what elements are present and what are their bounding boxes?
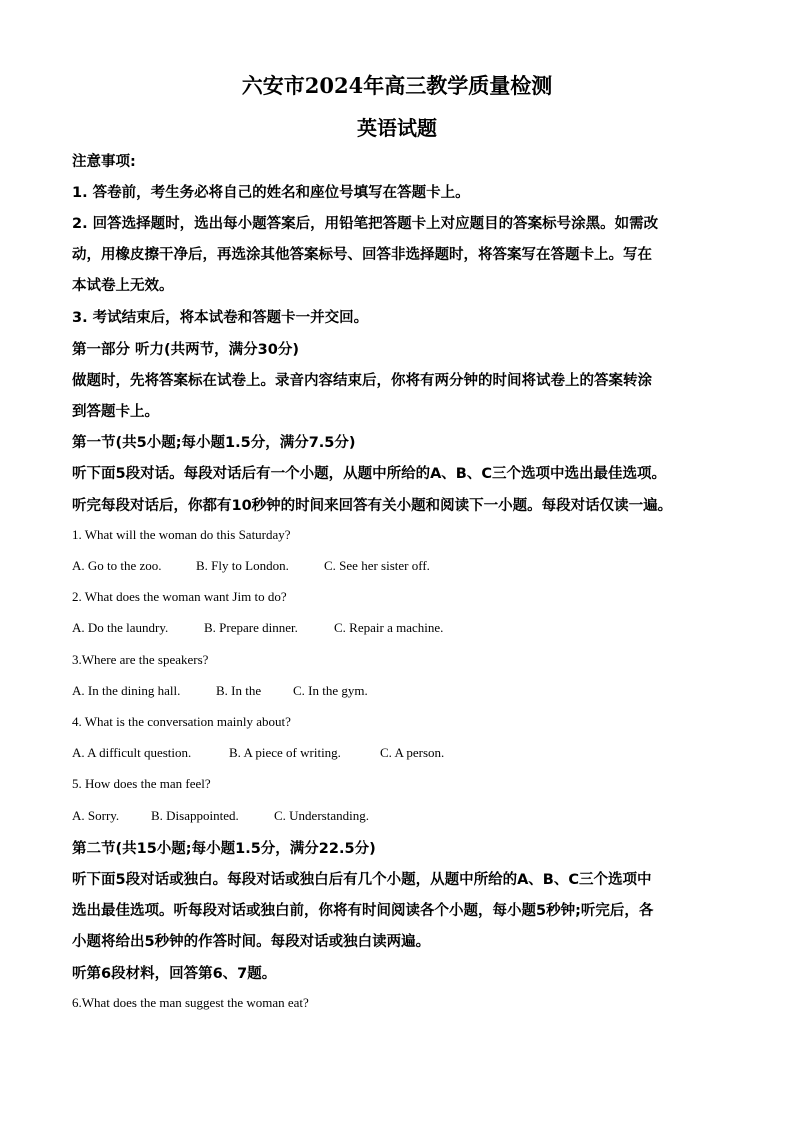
notes-heading: 注意事项: bbox=[72, 154, 136, 170]
question-2-options bbox=[72, 620, 443, 636]
note-2-line-2: 动，用橡皮擦干净后，再选涂其他答案标号、回答非选择题时，将答案写在答题卡上。写在 bbox=[72, 247, 652, 263]
question-3: 3.Where are the speakers? bbox=[72, 652, 209, 667]
option-a: A. A difficult question. bbox=[72, 745, 192, 760]
option-b: B. A piece of writing. bbox=[229, 745, 341, 760]
exam-subtitle: 英语试题 bbox=[357, 116, 437, 140]
option-c: C. In the gym. bbox=[293, 683, 368, 698]
section1-intro-line-2: 听完每段对话后，你都有10秒钟的时间来回答有关小题和阅读下一小题。每段对话仅读一遍。 bbox=[72, 498, 673, 514]
section1-intro-line-1: 听下面5段对话。每段对话后有一个小题，从题中所给的A、B、C三个选项中选出最佳选项。 bbox=[72, 466, 667, 482]
option-b: B. Fly to London. bbox=[196, 558, 289, 573]
option-c: C. Understanding. bbox=[274, 808, 369, 823]
option-c: C. Repair a machine. bbox=[334, 620, 444, 635]
question-1-options bbox=[72, 558, 430, 574]
part1-heading: 第一部分 听力(共两节，满分30分) bbox=[72, 342, 299, 358]
note-3: 3. 考试结束后，将本试卷和答题卡一并交回。 bbox=[72, 310, 369, 326]
question-5-options bbox=[72, 808, 369, 824]
question-6: 6.What does the man suggest the woman eat? bbox=[72, 995, 309, 1010]
section2-heading: 第二节(共15小题;每小题1.5分，满分22.5分) bbox=[72, 841, 376, 857]
note-2-line-1: 2. 回答选择题时，选出每小题答案后，用铅笔把答题卡上对应题目的答案标号涂黑。如需改 bbox=[72, 216, 659, 232]
option-a: A. Sorry. bbox=[72, 808, 120, 823]
question-4-options bbox=[72, 745, 444, 761]
material-6-heading: 听第6段材料，回答第6、7题。 bbox=[72, 966, 277, 982]
option-a: A. In the dining hall. bbox=[72, 683, 181, 698]
option-a: A. Do the laundry. bbox=[72, 620, 169, 635]
option-c: C. A person. bbox=[380, 745, 445, 760]
option-b: B. Disappointed. bbox=[151, 808, 239, 823]
section2-intro-line-1: 听下面5段对话或独白。每段对话或独白后有几个小题，从题中所给的A、B、C三个选项中 bbox=[72, 872, 652, 888]
option-a: A. Go to the zoo. bbox=[72, 558, 162, 573]
option-c: C. See her sister off. bbox=[324, 558, 430, 573]
section2-intro-line-2: 选出最佳选项。听每段对话或独白前，你将有时间阅读各个小题，每小题5秒钟;听完后，各 bbox=[72, 903, 654, 919]
part1-intro-line-2: 到答题卡上。 bbox=[72, 404, 159, 420]
option-b: B. Prepare dinner. bbox=[204, 620, 298, 635]
note-1: 1. 答卷前，考生务必将自己的姓名和座位号填写在答题卡上。 bbox=[72, 185, 470, 201]
question-4: 4. What is the conversation mainly about? bbox=[72, 714, 291, 729]
question-2: 2. What does the woman want Jim to do? bbox=[72, 589, 287, 604]
question-3-options bbox=[72, 683, 368, 699]
section2-intro-line-3: 小题将给出5秒钟的作答时间。每段对话或独白读两遍。 bbox=[72, 934, 431, 950]
question-1: 1. What will the woman do this Saturday? bbox=[72, 527, 291, 542]
part1-intro-line-1: 做题时，先将答案标在试卷上。录音内容结束后，你将有两分钟的时间将试卷上的答案转涂 bbox=[72, 373, 652, 389]
exam-title: 六安市2024年高三教学质量检测 bbox=[241, 73, 553, 98]
section1-heading: 第一节(共5小题;每小题1.5分，满分7.5分) bbox=[72, 435, 356, 451]
question-5: 5. How does the man feel? bbox=[72, 776, 211, 791]
option-b: B. In the bbox=[216, 683, 262, 698]
note-2-line-3: 本试卷上无效。 bbox=[72, 278, 174, 294]
